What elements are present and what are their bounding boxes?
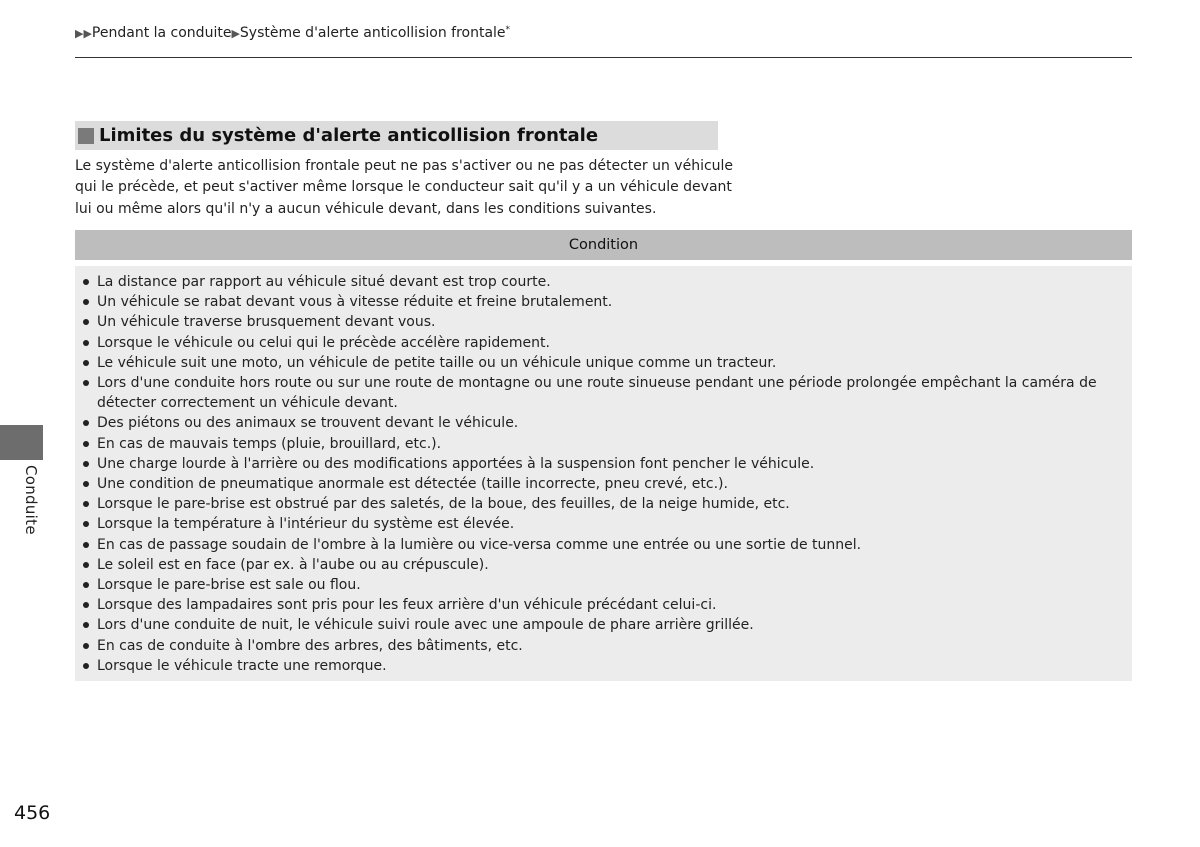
list-item xyxy=(75,434,1132,454)
list-item-text: Une condition de pneumatique anormale est détectée (taille incorrecte, pneu crevé, etc.). xyxy=(97,476,728,493)
list-item xyxy=(75,413,1132,433)
list-item xyxy=(75,636,1132,656)
bullet-icon xyxy=(83,562,89,568)
bullet-icon xyxy=(83,521,89,527)
chapter-label: Conduite xyxy=(22,465,40,535)
header-divider xyxy=(75,57,1132,58)
list-item-text: Une charge lourde à l'arrière ou des modifications apportées à la suspension font pencher le véhicule. xyxy=(97,455,815,472)
list-item-text: Lorsque le pare-brise est sale ou flou. xyxy=(97,577,361,594)
intro-paragraph: Le système d'alerte anticollision frontale peut ne pas s'activer ou ne pas détecter un véhicule qui le précède, et peut s'activer même lorsque le conducteur sait qu'il y a un véhicule devant lui ou même alors qu'il n'y a aucun véhicule devant, dans les conditions suivantes. xyxy=(75,158,734,217)
section-heading xyxy=(75,121,718,150)
bullet-icon xyxy=(83,582,89,588)
list-item-text: Lors d'une conduite hors route ou sur une route de montagne ou une route sinueuse pendant une période prolongée empêchant la caméra de détecter correctement un véhicule devant. xyxy=(97,375,1097,412)
square-bullet-icon xyxy=(78,128,94,144)
condition-table-header: Condition xyxy=(75,230,1132,260)
bullet-icon xyxy=(83,441,89,447)
bullet-icon xyxy=(83,360,89,366)
list-item xyxy=(75,494,1132,514)
list-item-text: Un véhicule se rabat devant vous à vitesse réduite et freine brutalement. xyxy=(97,294,613,311)
bullet-icon xyxy=(83,481,89,487)
list-item xyxy=(75,615,1132,635)
condition-list xyxy=(75,266,1132,676)
bullet-icon xyxy=(83,542,89,548)
list-item xyxy=(75,595,1132,615)
bullet-icon xyxy=(83,622,89,628)
list-item xyxy=(75,454,1132,474)
breadcrumb-marker: * xyxy=(505,25,511,35)
breadcrumb-level2[interactable]: Système d'alerte anticollision frontale xyxy=(239,25,506,41)
list-item xyxy=(75,535,1132,555)
breadcrumb xyxy=(75,25,510,41)
chapter-tab-marker xyxy=(0,425,43,460)
bullet-icon xyxy=(83,319,89,325)
list-item-text: En cas de conduite à l'ombre des arbres, des bâtiments, etc. xyxy=(97,637,523,654)
breadcrumb-arrow-icon: ▶▶ xyxy=(75,27,92,40)
list-item xyxy=(75,373,1132,413)
bullet-icon xyxy=(83,602,89,608)
list-item-text: Lorsque la température à l'intérieur du système est élevée. xyxy=(97,516,515,533)
list-item xyxy=(75,656,1132,676)
bullet-icon xyxy=(83,643,89,649)
breadcrumb-level1[interactable]: Pendant la conduite xyxy=(91,25,232,41)
list-item xyxy=(75,292,1132,312)
list-item-text: Un véhicule traverse brusquement devant vous. xyxy=(97,314,436,331)
list-item xyxy=(75,333,1132,353)
list-item xyxy=(75,353,1132,373)
list-item-text: En cas de mauvais temps (pluie, brouillard, etc.). xyxy=(97,435,442,452)
list-item-text: Lorsque le véhicule tracte une remorque. xyxy=(97,657,387,674)
list-item xyxy=(75,575,1132,595)
list-item-text: Lorsque le pare-brise est obstrué par des saletés, de la boue, des feuilles, de la neige humide, etc. xyxy=(97,496,790,513)
bullet-icon xyxy=(83,299,89,305)
bullet-icon xyxy=(83,340,89,346)
list-item-text: Le soleil est en face (par ex. à l'aube ou au crépuscule). xyxy=(97,556,489,573)
bullet-icon xyxy=(83,380,89,386)
bullet-icon xyxy=(83,279,89,285)
bullet-icon xyxy=(83,461,89,467)
list-item-text: Le véhicule suit une moto, un véhicule de petite taille ou un véhicule unique comme un tracteur. xyxy=(97,354,777,371)
list-item xyxy=(75,312,1132,332)
bullet-icon xyxy=(83,501,89,507)
condition-table-body xyxy=(75,266,1132,681)
list-item xyxy=(75,272,1132,292)
list-item-text: La distance par rapport au véhicule situé devant est trop courte. xyxy=(97,274,551,290)
list-item xyxy=(75,555,1132,575)
list-item-text: En cas de passage soudain de l'ombre à la lumière ou vice-versa comme une entrée ou une sortie de tunnel. xyxy=(97,536,862,553)
list-item-text: Lorsque le véhicule ou celui qui le précède accélère rapidement. xyxy=(97,334,550,351)
breadcrumb-arrow-icon: ▶ xyxy=(231,27,240,40)
bullet-icon xyxy=(83,663,89,669)
list-item-text: Lorsque des lampadaires sont pris pour les feux arrière d'un véhicule précédant celui-ci. xyxy=(97,597,717,614)
section-title: Limites du système d'alerte anticollision frontale xyxy=(99,125,599,146)
list-item xyxy=(75,474,1132,494)
list-item-text: Lors d'une conduite de nuit, le véhicule suivi roule avec une ampoule de phare arrière grillée. xyxy=(97,617,754,634)
bullet-icon xyxy=(83,420,89,426)
page-number: 456 xyxy=(14,802,51,824)
list-item xyxy=(75,514,1132,534)
list-item-text: Des piétons ou des animaux se trouvent devant le véhicule. xyxy=(97,415,519,432)
